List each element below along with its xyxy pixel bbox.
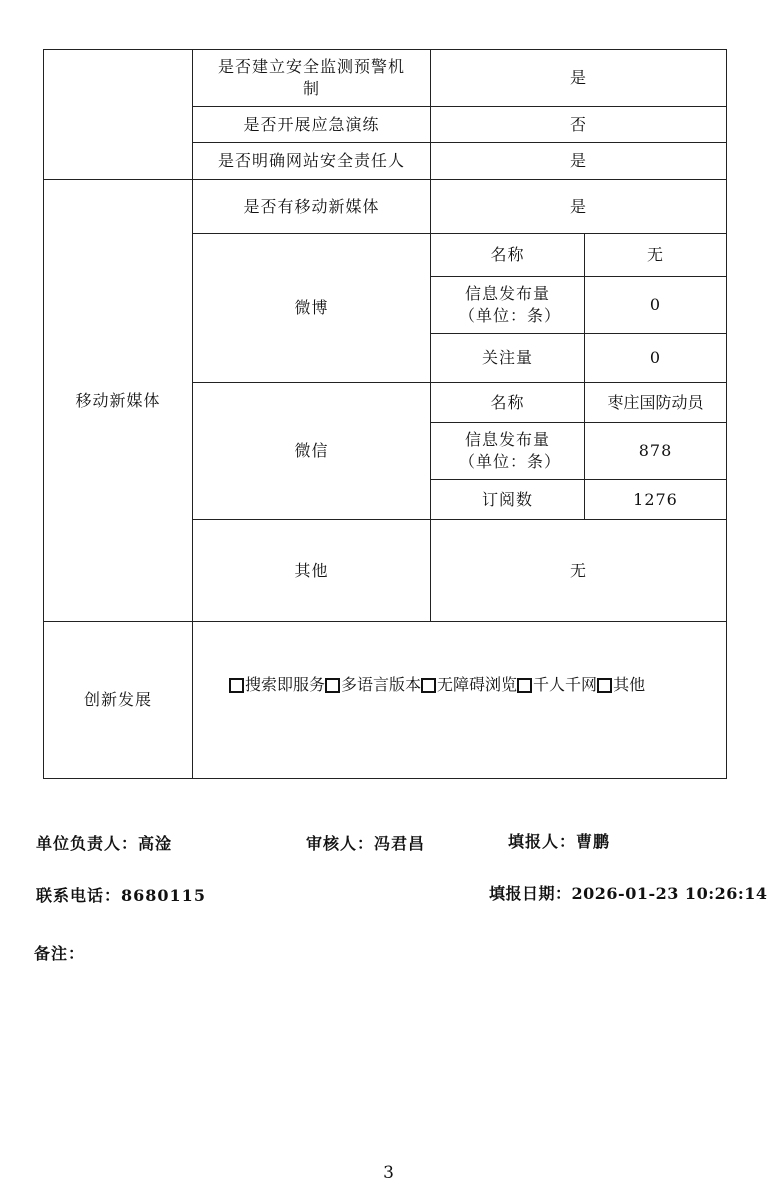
drill-value: 否 bbox=[431, 107, 727, 143]
checkbox-icon[interactable] bbox=[421, 678, 436, 693]
wechat-subscribers-value: 1276 bbox=[585, 480, 727, 520]
weibo-followers-value: 0 bbox=[585, 334, 727, 383]
wechat-name-label: 名称 bbox=[431, 383, 585, 423]
checkbox-icon[interactable] bbox=[229, 678, 244, 693]
security-section-label-cell bbox=[44, 50, 193, 180]
filler-label: 填报人： bbox=[508, 832, 577, 851]
weibo-label: 微博 bbox=[193, 234, 431, 383]
innovation-options bbox=[193, 622, 727, 779]
weibo-followers-label: 关注量 bbox=[431, 334, 585, 383]
weibo-posts-label: 信息发布量（单位：条） bbox=[431, 277, 585, 334]
has-mobile-label: 是否有移动新媒体 bbox=[193, 180, 431, 234]
wechat-posts-value: 878 bbox=[585, 423, 727, 480]
option-personalized[interactable]: 千人千网 bbox=[517, 674, 597, 696]
unit-head-value: 高淦 bbox=[138, 834, 173, 853]
notes-label: 备注： bbox=[34, 944, 86, 963]
checkbox-icon[interactable] bbox=[517, 678, 532, 693]
website-report-table bbox=[43, 49, 727, 779]
page-number: 3 bbox=[383, 1163, 394, 1183]
mobile-section-label: 移动新媒体 bbox=[44, 180, 193, 622]
drill-label: 是否开展应急演练 bbox=[193, 107, 431, 143]
monitoring-value: 是 bbox=[431, 50, 727, 107]
table-row bbox=[44, 622, 727, 779]
wechat-label: 微信 bbox=[193, 383, 431, 520]
reviewer-value: 冯君昌 bbox=[374, 834, 426, 853]
checkbox-icon[interactable] bbox=[325, 678, 340, 693]
date-line bbox=[489, 881, 768, 904]
unit-head-line bbox=[36, 831, 172, 854]
weibo-name-value: 无 bbox=[585, 234, 727, 277]
responsible-value: 是 bbox=[431, 143, 727, 180]
responsible-label: 是否明确网站安全责任人 bbox=[193, 143, 431, 180]
monitoring-label: 是否建立安全监测预警机制 bbox=[193, 50, 431, 107]
date-value: 2026-01-23 10:26:14 bbox=[571, 884, 768, 903]
reviewer-label: 审核人： bbox=[306, 834, 375, 853]
option-multilingual[interactable]: 多语言版本 bbox=[325, 674, 421, 696]
innovation-section-label: 创新发展 bbox=[44, 622, 193, 779]
wechat-subscribers-label: 订阅数 bbox=[431, 480, 585, 520]
phone-line bbox=[36, 883, 206, 906]
date-label: 填报日期： bbox=[489, 884, 572, 903]
other-label: 其他 bbox=[193, 520, 431, 622]
checkbox-icon[interactable] bbox=[597, 678, 612, 693]
wechat-posts-label: 信息发布量（单位：条） bbox=[431, 423, 585, 480]
option-accessibility[interactable]: 无障碍浏览 bbox=[421, 674, 517, 696]
table-row bbox=[44, 50, 727, 107]
phone-value: 8680115 bbox=[121, 886, 206, 905]
reviewer-line bbox=[306, 831, 425, 854]
weibo-posts-value: 0 bbox=[585, 277, 727, 334]
unit-head-label: 单位负责人： bbox=[36, 834, 139, 853]
has-mobile-value: 是 bbox=[431, 180, 727, 234]
table-row bbox=[44, 180, 727, 234]
option-search-service[interactable]: 搜索即服务 bbox=[229, 674, 325, 696]
filler-value: 曹鹏 bbox=[576, 832, 611, 851]
weibo-name-label: 名称 bbox=[431, 234, 585, 277]
other-value: 无 bbox=[431, 520, 727, 622]
wechat-name-value: 枣庄国防动员 bbox=[585, 383, 727, 423]
option-other[interactable]: 其他 bbox=[597, 674, 645, 696]
filler-line bbox=[508, 829, 610, 852]
phone-label: 联系电话： bbox=[36, 886, 122, 905]
